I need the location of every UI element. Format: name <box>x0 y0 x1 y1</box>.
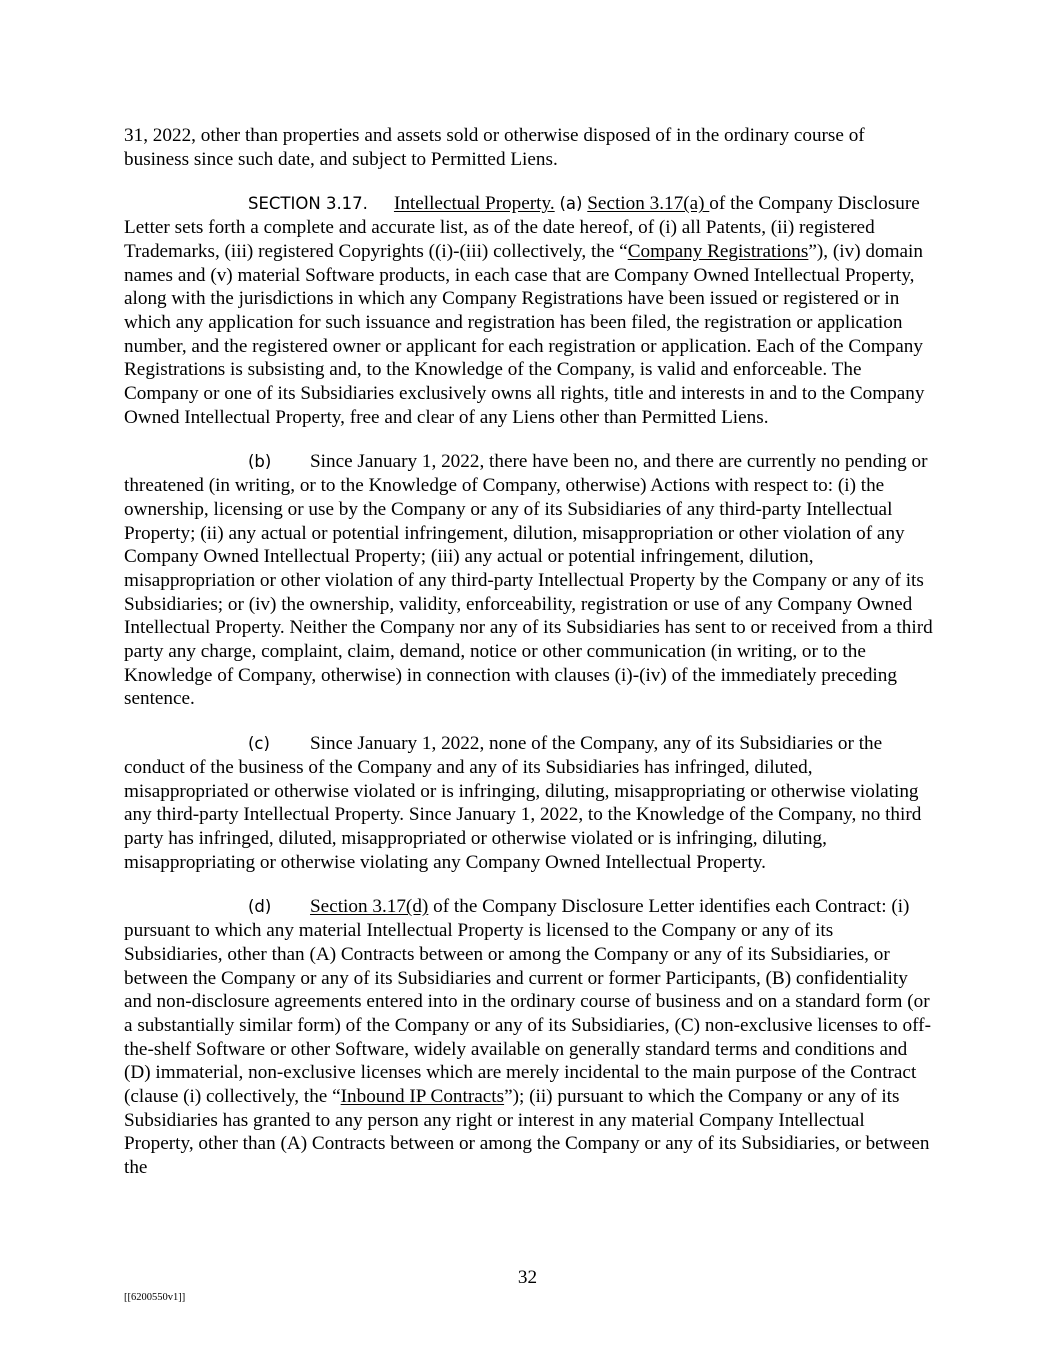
clause-c-paragraph <box>124 732 934 874</box>
clause-d-text-1: of the Company Disclosure Letter identifies each Contract: (i) pursuant to which any material Intellectual Property is licensed to the Company or any of its Subsidiaries, other than (A) Contracts between or among the Company or any of its Subsidiaries, or between the Company or any of its Subsidiaries and current or former Participants, (B) confidentiality and non-disclosure agreements entered into in the ordinary course of business and on a standard form (or a substantially similar form) of the Company or any of its Subsidiaries, (C) non-exclusive licenses to off-the-shelf Software or other Software, widely available on generally standard terms and conditions and (D) immaterial, non-exclusive licenses which are merely incidental to the main purpose of the Contract (clause (i) collectively, the “ <box>124 896 931 1108</box>
section-title: Intellectual Property. <box>393 193 555 215</box>
document-body <box>124 124 934 1201</box>
defined-term-company-registrations: Company Registrations <box>627 240 809 262</box>
section-number: SECTION 3.17. <box>248 194 368 214</box>
clause-c-text: Since January 1, 2022, none of the Company, any of its Subsidiaries or the conduct of the business of the Company and any of its Subsidiaries has infringed, diluted, misappropriated or otherwise violated or is infringing, diluting, misappropriating or otherwise violating any third-party Intellectual Property. Since January 1, 2022, to the Knowledge of the Company, no third party has infringed, diluted, misappropriated or otherwise violated or is infringing, diluting, misappropriating or otherwise violating any Company Owned Intellectual Property. <box>124 733 922 873</box>
continuation-text: 31, 2022, other than properties and assets sold or otherwise disposed of in the ordinary course of business since such date, and subject to Permitted Liens. <box>124 125 865 170</box>
clause-b-text: Since January 1, 2022, there have been no, and there are currently no pending or threatened (in writing, or to the Knowledge of Company, otherwise) Actions with respect to: (i) the ownership, licensing or use by the Company or any of its Subsidiaries of any third-party Intellectual Property; (ii) any actual or potential infringement, dilution, misappropriation or other violation of any Company Owned Intellectual Property; (iii) any actual or potential infringement, dilution, misappropriation or other violation of any third-party Intellectual Property by the Company or any of its Subsidiaries; or (iv) the ownership, validity, enforceability, registration or use of any Company Owned Intellectual Property. Neither the Company nor any of its Subsidiaries has sent to or received from a third party any charge, complaint, claim, demand, notice or other communication (in writing, or to the Knowledge of Company, otherwise) in connection with clauses (i)-(iv) of the immediately preceding sentence. <box>124 451 933 710</box>
section-reference-3-17d: Section 3.17(d) <box>310 896 429 918</box>
clause-label-d: (d) <box>248 897 272 917</box>
section-3-17a-text-1: of the Company Disclosure Letter sets forth a complete and accurate list, as of the date hereof, of (i) all Patents, (ii) registered Trademarks, (iii) registered Copyrights ((i)-(iii) collectively, the “ <box>124 193 920 262</box>
clause-label-c: (c) <box>248 734 270 754</box>
clause-label-a: (a) <box>559 194 583 214</box>
section-reference-3-17a: Section 3.17(a) <box>587 193 710 215</box>
section-3-17a-text-2: ”), (iv) domain names and (v) material Software products, in each case that are Company Owned Intellectual Property, along with the jurisdictions in which any Company Registrations have been issued or registered or in which any application for such issuance and registration has been filed, the registration or application number, and the registered owner or applicant for each registration or application. Each of the Company Registrations is subsisting and, to the Knowledge of the Company, is valid and enforceable. The Company or one of its Subsidiaries exclusively owns all rights, title and interests in and to the Company Owned Intellectual Property, free and clear of any Liens other than Permitted Liens. <box>124 240 925 428</box>
continuation-paragraph <box>124 124 934 171</box>
clause-label-b: (b) <box>248 452 272 472</box>
document-id: [[6200550v1]] <box>124 1292 186 1303</box>
section-3-17-paragraph <box>124 192 934 429</box>
defined-term-inbound-ip-contracts: Inbound IP Contracts <box>340 1086 505 1108</box>
page-number: 32 <box>517 1267 538 1288</box>
clause-b-paragraph <box>124 450 934 711</box>
clause-d-text-2: ”); (ii) pursuant to which the Company or any of its Subsidiaries has granted to any person any right or interest in any material Company Intellectual Property, other than (A) Contracts between or among the Company or any of its Subsidiaries, or between the <box>124 1086 930 1179</box>
clause-d-paragraph <box>124 895 934 1179</box>
